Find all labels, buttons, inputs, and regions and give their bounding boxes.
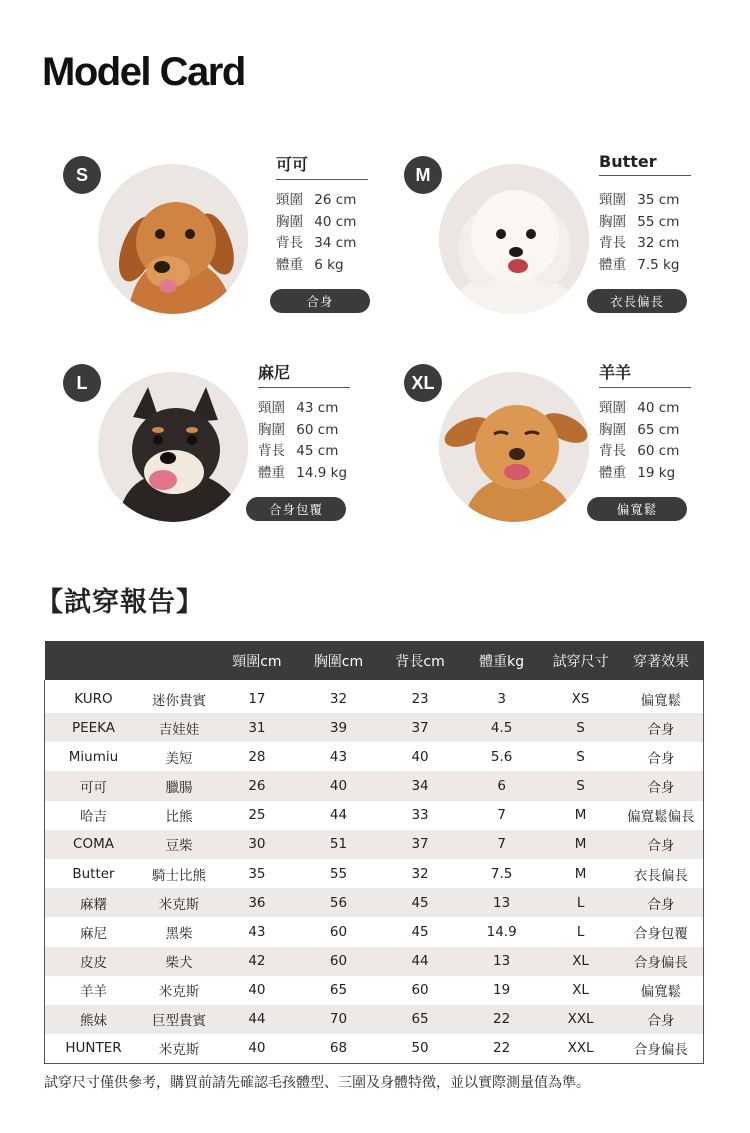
fit-pill: 衣長偏長 [587, 289, 687, 313]
cell-back: 60 [411, 982, 429, 999]
cell-back: 23 [411, 690, 429, 707]
cell-size: M [574, 807, 587, 824]
cell-size: S [542, 771, 618, 800]
table-row [45, 830, 704, 859]
header-neck: 頸圍cm [216, 641, 298, 680]
size-badge: L [63, 364, 101, 402]
table-row [45, 976, 704, 1005]
stat-weight: 體重 6 kg [276, 256, 344, 273]
cell-neck: 26 [216, 771, 298, 800]
cell-name: 哈吉 [79, 809, 107, 826]
cell-name: Butter [72, 865, 115, 882]
dog-photo-dachshund [98, 164, 248, 314]
header-chest: 胸圍cm [298, 641, 380, 680]
cell-chest: 44 [329, 807, 348, 824]
stat-weight: 體重 7.5 kg [599, 256, 680, 273]
cell-size: M [574, 865, 587, 882]
stat-neck: 頸圍 26 cm [276, 192, 357, 208]
cell-name: 羊羊 [79, 984, 107, 1001]
cell-weight: 13 [461, 947, 543, 976]
cell-weight: 5.6 [490, 748, 513, 765]
table-row [45, 1005, 704, 1034]
cell-breed: 米克斯 [142, 888, 216, 917]
cell-breed: 米克斯 [158, 1042, 200, 1059]
dog-stats [276, 190, 356, 276]
cell-name: COMA [45, 830, 142, 859]
stat-back: 背長 32 cm [599, 235, 680, 251]
table-row [45, 888, 704, 917]
table-row [45, 680, 704, 713]
cell-weight: 7.5 [490, 865, 513, 882]
header-weight: 體重kg [461, 641, 543, 680]
table-row [45, 713, 704, 742]
cell-back: 34 [379, 771, 461, 800]
cell-name: 麻尼 [79, 925, 107, 942]
dog-photo-mixed [439, 372, 589, 522]
cell-size: L [576, 923, 585, 940]
cell-weight: 4.5 [461, 713, 543, 742]
cell-neck: 43 [248, 923, 266, 940]
cell-size: XXL [542, 1005, 618, 1034]
table-row [45, 801, 704, 830]
cell-chest: 68 [329, 1040, 348, 1057]
cell-breed: 美短 [165, 750, 193, 767]
cell-neck: 28 [248, 748, 266, 765]
cell-breed: 吉娃娃 [142, 713, 216, 742]
cell-neck: 25 [248, 807, 266, 824]
fitting-report-table [44, 641, 704, 1064]
stat-back: 背長 60 cm [599, 443, 680, 459]
stat-chest: 胸圍 60 cm [258, 421, 339, 438]
cell-name: 麻糬 [45, 888, 142, 917]
cell-fit: 合身 [647, 750, 675, 767]
cell-size: S [576, 748, 585, 765]
cell-fit: 合身 [619, 713, 704, 742]
stat-neck: 頸圍 35 cm [599, 192, 680, 208]
dog-name: Butter [599, 152, 691, 176]
cell-size: L [542, 888, 618, 917]
cell-weight: 6 [461, 771, 543, 800]
cell-back: 44 [379, 947, 461, 976]
table-row [45, 771, 704, 800]
cell-fit: 偏寬鬆偏長 [627, 809, 695, 826]
cell-neck: 36 [216, 888, 298, 917]
cell-chest: 51 [298, 830, 380, 859]
stat-neck: 頸圍 43 cm [258, 400, 339, 416]
cell-chest: 70 [298, 1005, 380, 1034]
cell-neck: 30 [216, 830, 298, 859]
cell-weight: 7 [497, 807, 506, 824]
cell-back: 45 [379, 888, 461, 917]
table-header-row [45, 641, 704, 680]
cell-name: KURO [74, 690, 113, 707]
size-badge: S [63, 156, 101, 194]
cell-chest: 65 [329, 982, 348, 999]
stat-weight: 體重 14.9 kg [258, 464, 348, 481]
cell-weight: 22 [493, 1040, 511, 1057]
model-card-xl [404, 364, 744, 544]
dog-photo-bichon [439, 164, 589, 314]
page-title: Model Card [42, 50, 245, 94]
cell-breed: 巨型貴賓 [142, 1005, 216, 1034]
cell-breed: 柴犬 [142, 947, 216, 976]
model-card-l [63, 364, 403, 544]
cell-breed: 米克斯 [158, 984, 200, 1001]
cell-size: XL [542, 947, 618, 976]
stat-back: 背長 34 cm [276, 235, 357, 251]
header-back: 背長cm [379, 641, 461, 680]
fit-pill: 合身 [270, 289, 370, 313]
table-row [45, 859, 704, 888]
cell-name: HUNTER [65, 1040, 122, 1057]
model-card-s [63, 156, 403, 336]
stat-neck: 頸圍 40 cm [599, 400, 680, 416]
cell-fit: 衣長偏長 [633, 867, 688, 884]
cell-fit: 偏寬鬆 [640, 692, 682, 709]
cell-breed: 比熊 [165, 809, 193, 826]
cell-breed: 騎士比熊 [152, 867, 207, 884]
cell-fit: 合身偏長 [633, 1042, 688, 1059]
dog-name: 可可 [276, 152, 368, 180]
dog-stats [258, 398, 347, 484]
cell-chest: 43 [329, 748, 348, 765]
fit-pill: 偏寬鬆 [587, 497, 687, 521]
cell-chest: 55 [329, 865, 348, 882]
cell-neck: 42 [216, 947, 298, 976]
cell-chest: 40 [298, 771, 380, 800]
cell-size: S [542, 713, 618, 742]
header-cell [45, 641, 142, 680]
table-row [45, 742, 704, 771]
cell-chest: 60 [329, 923, 348, 940]
cell-neck: 40 [248, 1040, 266, 1057]
cell-neck: 44 [216, 1005, 298, 1034]
table-body [45, 680, 704, 1063]
cell-breed: 臘腸 [142, 771, 216, 800]
table-row [45, 1034, 704, 1063]
header-cell [142, 641, 216, 680]
cell-chest: 56 [298, 888, 380, 917]
cell-neck: 40 [248, 982, 266, 999]
dog-stats [599, 398, 679, 484]
stat-chest: 胸圍 40 cm [276, 213, 357, 230]
footnote: 試穿尺寸僅供參考，購買前請先確認毛孩體型、三圍及身體特徵，並以實際測量值為準。 [44, 1075, 590, 1091]
cell-neck: 35 [248, 865, 266, 882]
fit-pill: 合身包覆 [246, 497, 346, 521]
cell-weight: 14.9 [486, 923, 517, 940]
cell-back: 37 [379, 713, 461, 742]
cell-fit: 偏寬鬆 [640, 984, 682, 1001]
cell-back: 40 [411, 748, 429, 765]
cell-size: XL [572, 982, 589, 999]
cell-fit: 合身 [619, 771, 704, 800]
cell-neck: 31 [216, 713, 298, 742]
header-size: 試穿尺寸 [542, 641, 618, 680]
cell-size: M [542, 830, 618, 859]
cell-weight: 19 [493, 982, 511, 999]
cell-neck: 17 [248, 690, 266, 707]
cell-fit: 合身偏長 [619, 947, 704, 976]
dog-name: 麻尼 [258, 360, 350, 388]
cell-back: 32 [411, 865, 429, 882]
dog-photo-shiba-black [98, 372, 248, 522]
report-title: 【試穿報告】 [36, 587, 204, 618]
cell-fit: 合身包覆 [633, 925, 688, 942]
cell-back: 37 [379, 830, 461, 859]
cell-fit: 合身 [619, 830, 704, 859]
header-fit: 穿著效果 [619, 641, 704, 680]
cell-weight: 3 [497, 690, 506, 707]
cell-weight: 13 [461, 888, 543, 917]
cell-name: Miumiu [68, 748, 119, 765]
size-badge: XL [404, 364, 442, 402]
cell-name: PEEKA [45, 713, 142, 742]
stat-chest: 胸圍 65 cm [599, 421, 680, 438]
cell-chest: 32 [329, 690, 348, 707]
cell-size: XS [571, 690, 590, 707]
cell-chest: 60 [298, 947, 380, 976]
cell-back: 33 [411, 807, 429, 824]
cell-back: 45 [411, 923, 429, 940]
cell-weight: 7 [461, 830, 543, 859]
cell-weight: 22 [461, 1005, 543, 1034]
stat-chest: 胸圍 55 cm [599, 213, 680, 230]
model-card-m [404, 152, 744, 336]
cell-back: 65 [379, 1005, 461, 1034]
cell-fit: 合身 [619, 888, 704, 917]
cell-breed: 迷你貴賓 [152, 692, 207, 709]
cell-back: 50 [411, 1040, 429, 1057]
table-row [45, 947, 704, 976]
cell-name: 可可 [45, 771, 142, 800]
stat-weight: 體重 19 kg [599, 464, 676, 481]
cell-name: 皮皮 [45, 947, 142, 976]
cell-fit: 合身 [619, 1005, 704, 1034]
size-badge: M [404, 156, 442, 194]
cell-size: XXL [567, 1040, 594, 1057]
stat-back: 背長 45 cm [258, 443, 339, 459]
cell-breed: 豆柴 [142, 830, 216, 859]
dog-name: 羊羊 [599, 360, 691, 388]
dog-stats [599, 190, 679, 276]
cell-breed: 黑柴 [165, 925, 193, 942]
table-row [45, 917, 704, 946]
cell-chest: 39 [298, 713, 380, 742]
cell-name: 熊妹 [45, 1005, 142, 1034]
